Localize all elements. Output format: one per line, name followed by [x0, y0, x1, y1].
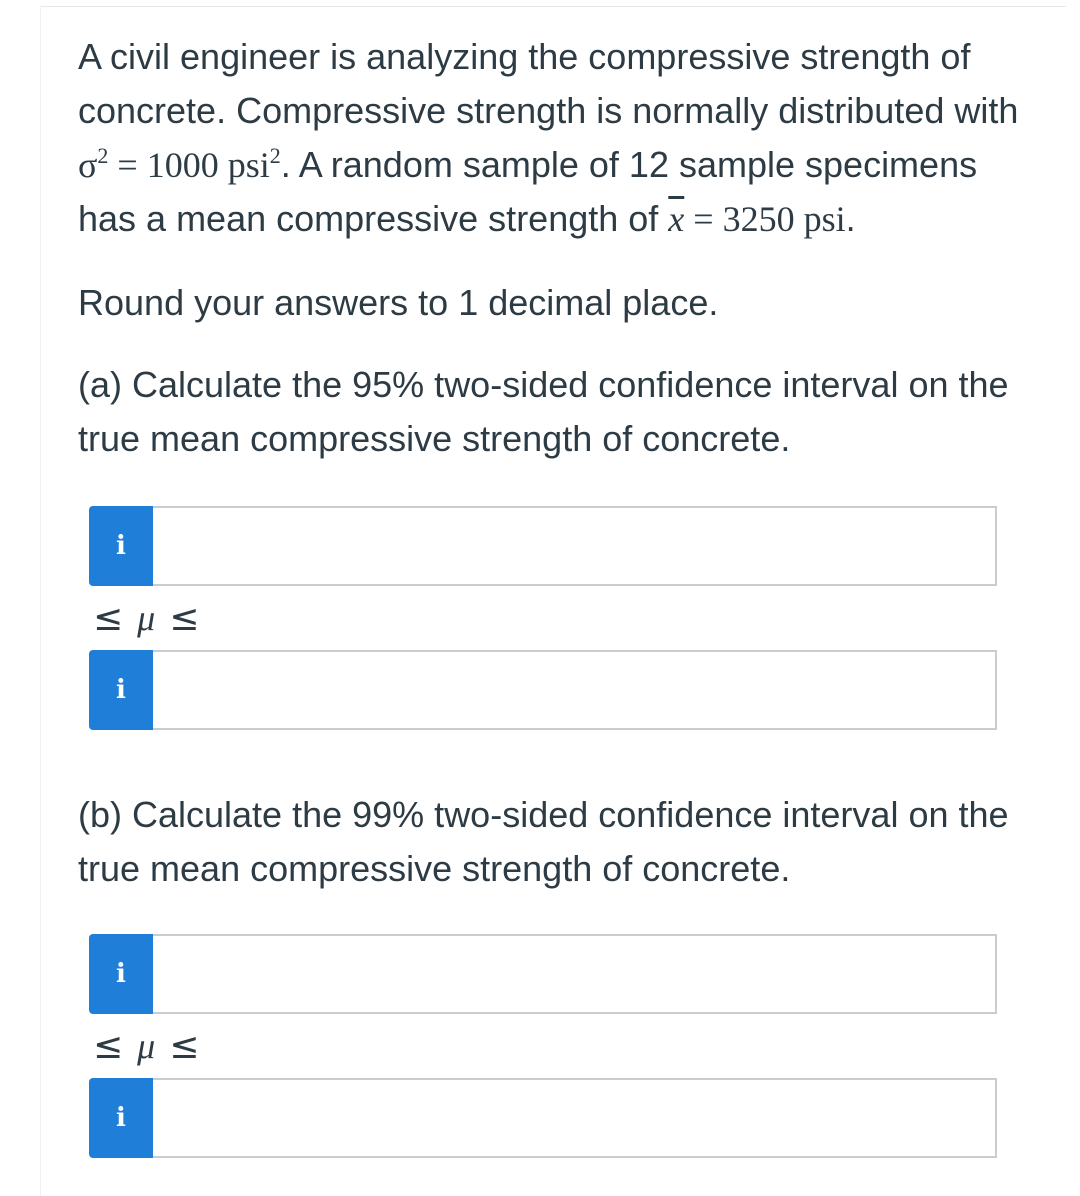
- less-equal-symbol: ≤: [169, 598, 200, 639]
- part-b-prompt: (b) Calculate the 99% two-sided confidence interval on the true mean compressive strength of concrete.: [78, 794, 1009, 889]
- sigma-exponent: 2: [97, 143, 109, 168]
- sigma-unit-exponent: 2: [269, 143, 281, 168]
- part-a-prompt: (a) Calculate the 95% two-sided confidence interval on the true mean compressive strength of concrete.: [78, 364, 1009, 459]
- equals-sign: =: [684, 199, 723, 239]
- top-divider: [40, 6, 1066, 7]
- info-icon[interactable]: i: [89, 506, 153, 586]
- part-b-upper-answer: [89, 1078, 997, 1158]
- info-icon[interactable]: i: [89, 650, 153, 730]
- part-b-inequality: [93, 1014, 1038, 1078]
- mu-symbol: μ: [137, 1026, 156, 1066]
- problem-sample-text: . A random sample of 12 sample specimens has a mean compressive strength of: [78, 144, 978, 239]
- part-a-inequality: [93, 586, 1038, 650]
- xbar-value: 3250 psi: [722, 199, 846, 239]
- xbar-symbol: $\overline{x}$: [668, 199, 685, 239]
- part-a-lower-answer: [89, 506, 997, 586]
- problem-statement: [78, 30, 1038, 246]
- sigma-symbol: σ: [78, 145, 98, 185]
- less-equal-symbol: ≤: [169, 1026, 200, 1067]
- part-b-lower-input[interactable]: [153, 934, 997, 1014]
- part-a-lower-input[interactable]: [153, 506, 997, 586]
- info-icon[interactable]: i: [89, 934, 153, 1014]
- part-a-upper-input[interactable]: [153, 650, 997, 730]
- rounding-instruction: Round your answers to 1 decimal place.: [78, 282, 719, 323]
- less-equal-symbol: ≤: [93, 1026, 124, 1067]
- question-content: [78, 30, 1038, 1158]
- mu-symbol: μ: [137, 598, 156, 638]
- problem-intro-text: A civil engineer is analyzing the compressive strength of concrete. Compressive strength is normally distributed with: [78, 36, 1019, 131]
- info-icon[interactable]: i: [89, 1078, 153, 1158]
- problem-end-period: .: [845, 198, 856, 239]
- equals-sign: =: [108, 145, 147, 185]
- part-b-upper-input[interactable]: [153, 1078, 997, 1158]
- less-equal-symbol: ≤: [93, 598, 124, 639]
- sigma-value: 1000 psi: [146, 145, 270, 185]
- left-border: [40, 6, 41, 1196]
- sample-mean: [668, 199, 845, 239]
- part-b-lower-answer: [89, 934, 997, 1014]
- sigma-squared: [78, 145, 281, 185]
- part-a-upper-answer: [89, 650, 997, 730]
